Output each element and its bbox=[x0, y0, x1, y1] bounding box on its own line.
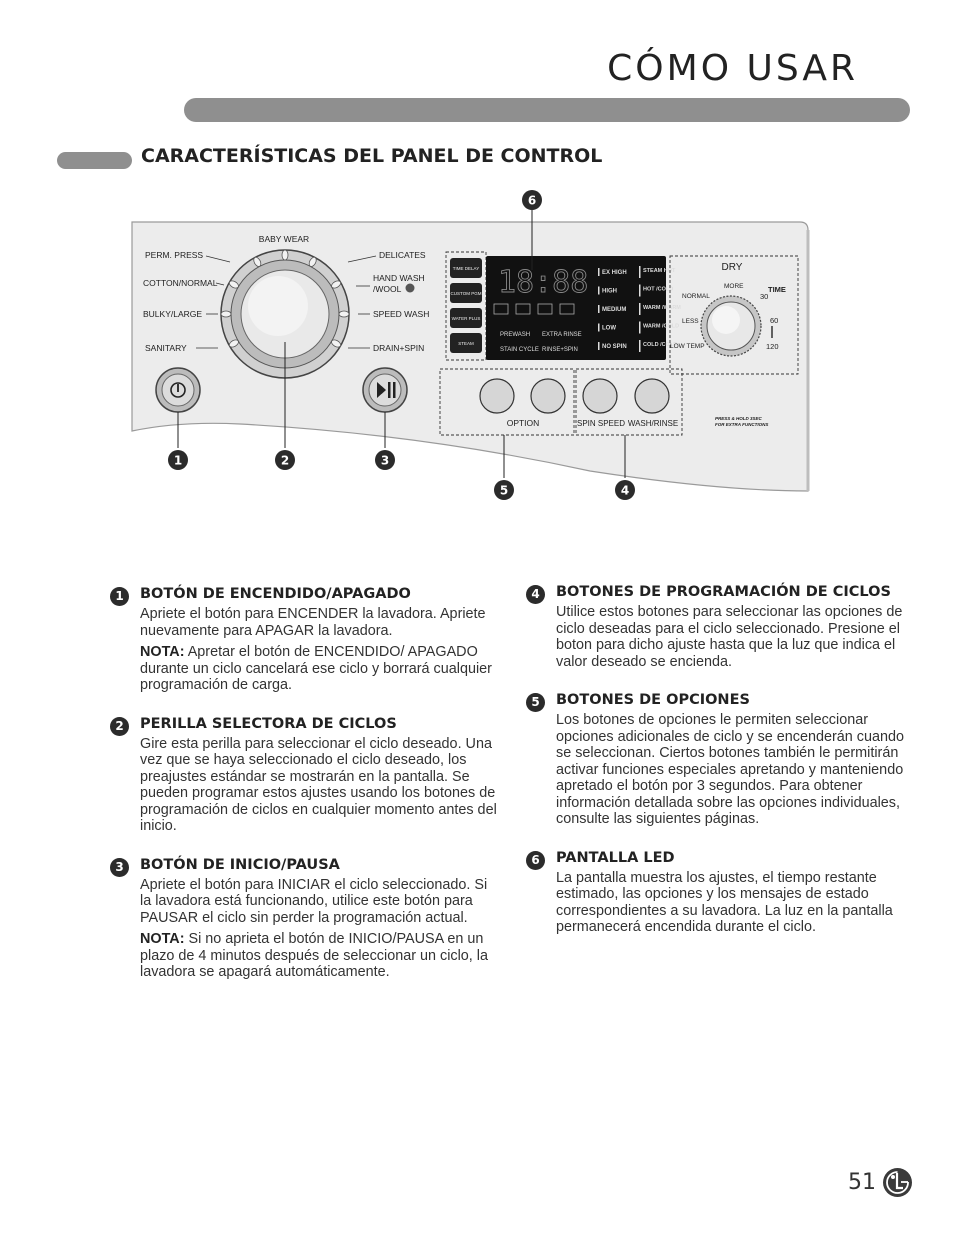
item-number: 4 bbox=[526, 585, 545, 604]
note-text: Si no aprieta el botón de INICIO/PAUSA en un plazo de 4 minutos después de seleccionar un ciclo, la lavadora se apagará automáticamente. bbox=[140, 931, 488, 980]
lg-logo-icon bbox=[882, 1167, 913, 1198]
cycle-label-perm-press: PERM. PRESS bbox=[145, 250, 204, 260]
display-prewash: PREWASH bbox=[500, 332, 531, 338]
item-led-display bbox=[526, 850, 906, 936]
option-label: OPTION bbox=[506, 418, 540, 428]
left-option-label: WATER PLUS bbox=[451, 316, 481, 321]
callout-badge bbox=[494, 480, 514, 500]
left-option-label: STEAM bbox=[458, 341, 474, 346]
item-power-button bbox=[110, 586, 500, 694]
cycle-label-speed-wash: SPEED WASH bbox=[373, 309, 430, 319]
start-pause-button[interactable] bbox=[363, 368, 407, 412]
item-title: BOTONES DE PROGRAMACIÓN DE CICLOS bbox=[556, 584, 891, 600]
display-spin-level: NO SPIN bbox=[602, 344, 627, 350]
item-title: BOTÓN DE ENCENDIDO/APAGADO bbox=[140, 586, 411, 602]
item-start-pause bbox=[110, 857, 500, 981]
item-text: Apriete el botón para INICIAR el ciclo seleccionado. Si la lavadora está funcionando, utilice este botón para PAUSAR el ciclo sin perder la programación actual. bbox=[140, 876, 488, 926]
cycle-label-baby-wear: BABY WEAR bbox=[258, 234, 310, 244]
display-temp-level: WARM /WARM bbox=[643, 305, 681, 311]
item-title: BOTONES DE OPCIONES bbox=[556, 692, 750, 708]
display-temp-level: WARM /COLD bbox=[643, 323, 680, 330]
callout-number: 1 bbox=[173, 453, 183, 468]
display-extra-rinse: EXTRA RINSE bbox=[542, 332, 582, 338]
dry-low-temp: LOW TEMP bbox=[670, 343, 705, 350]
cycle-label-sanitary: SANITARY bbox=[145, 343, 187, 353]
press-hold-note-1: PRESS & HOLD 3SEC bbox=[715, 416, 762, 421]
dry-more: MORE bbox=[724, 283, 744, 290]
callout-badge bbox=[168, 450, 188, 470]
dry-less: LESS bbox=[682, 318, 699, 325]
display-temp-level: COLD /COLD bbox=[643, 342, 678, 348]
callout-badge bbox=[275, 450, 295, 470]
cycle-label-hand-wash: HAND WASH bbox=[373, 273, 425, 283]
dry-120: 120 bbox=[766, 342, 779, 351]
item-number: 3 bbox=[110, 858, 129, 877]
cycle-indicator-light bbox=[339, 311, 349, 317]
section-title: CARACTERÍSTICAS DEL PANEL DE CONTROL bbox=[141, 145, 603, 167]
wash-rinse-label: WASH/RINSE bbox=[627, 419, 679, 428]
callout-number: 5 bbox=[499, 483, 509, 498]
item-number: 2 bbox=[110, 717, 129, 736]
item-text: Gire esta perilla para seleccionar el ciclo deseado. Una vez que se haya seleccionado el ciclo deseado, los preajustes estándar se mostrarán en la pantalla. Se pueden programar estos ajustes usando los botones de programación de ciclos en cualquier momento antes del inicio. bbox=[140, 735, 497, 834]
item-title: BOTÓN DE INICIO/PAUSA bbox=[140, 856, 340, 873]
item-note bbox=[140, 931, 500, 981]
callout-number: 4 bbox=[620, 483, 630, 498]
item-note bbox=[140, 644, 500, 694]
dry-time: TIME bbox=[768, 285, 786, 294]
cycle-label-delicates: DELICATES bbox=[379, 250, 426, 260]
item-number: 1 bbox=[110, 587, 129, 606]
right-column bbox=[526, 584, 906, 958]
callout-number: 6 bbox=[527, 193, 537, 208]
left-option-button[interactable] bbox=[450, 283, 482, 303]
display-spin-level: EX HIGH bbox=[602, 270, 627, 276]
display-spin-level: HIGH bbox=[602, 288, 617, 295]
item-text: Utilice estos botones para seleccionar las opciones de ciclo deseadas para el ciclo seleccionado. Presione el boton para dicho ajuste hasta que la luz que indica el valor deseado se encienda. bbox=[556, 604, 903, 670]
wash-rinse-button[interactable] bbox=[635, 379, 669, 413]
left-option-label: CUSTOM PGM bbox=[450, 291, 482, 296]
display-stain-cycle: STAIN CYCLE bbox=[500, 347, 539, 353]
dry-title: DRY bbox=[721, 262, 743, 273]
cycle-label-wool: /WOOL bbox=[373, 284, 402, 294]
header-bar bbox=[184, 98, 910, 122]
item-text: La pantalla muestra los ajustes, el tiempo restante estimado, las opciones y los mensajes de estado correspondientes a su lavadora. La luz en la pantalla permanecerá encendida durante el ciclo. bbox=[556, 869, 893, 935]
note-label: NOTA: bbox=[140, 931, 185, 947]
left-option-label: TIME DELAY bbox=[452, 266, 480, 271]
callout-badge bbox=[615, 480, 635, 500]
dry-knob[interactable] bbox=[701, 296, 761, 356]
spin-speed-button[interactable] bbox=[583, 379, 617, 413]
item-text: Los botones de opciones le permiten seleccionar opciones adicionales de ciclo y se encenderán cuando se seleccionan. Ciertos botones también le permitirán activar funciones especiales apretando y manteniendo apretado el botón por 3 segundos. Para obtener información detallada sobre las opciones individuales, consulte las siguientes páginas. bbox=[556, 712, 905, 827]
item-cycle-knob bbox=[110, 716, 500, 835]
callout-badge bbox=[522, 190, 542, 210]
left-column bbox=[110, 586, 500, 1003]
cycle-indicator-light bbox=[221, 311, 231, 317]
wool-icon bbox=[406, 284, 415, 293]
cycle-label-bulky-large: BULKY/LARGE bbox=[143, 309, 203, 319]
option-button-2[interactable] bbox=[531, 379, 565, 413]
left-option-button[interactable] bbox=[450, 308, 482, 328]
cycle-label-cotton-normal: COTTON/NORMAL bbox=[143, 278, 218, 288]
item-title: PANTALLA LED bbox=[556, 849, 675, 866]
callout-number: 2 bbox=[280, 453, 290, 468]
dry-60: 60 bbox=[770, 316, 779, 325]
cycle-label-drain-spin: DRAIN+SPIN bbox=[373, 343, 425, 353]
left-option-button[interactable] bbox=[450, 258, 482, 278]
callout-badge bbox=[375, 450, 395, 470]
section-pill bbox=[57, 152, 132, 169]
cycle-indicator-light bbox=[282, 250, 288, 260]
left-option-button[interactable] bbox=[450, 333, 482, 353]
item-option-buttons bbox=[526, 692, 906, 828]
page-number: 51 bbox=[848, 1170, 876, 1195]
display-spin-level: MEDIUM bbox=[602, 307, 627, 313]
spin-speed-label: SPIN SPEED bbox=[576, 419, 626, 428]
item-number: 5 bbox=[526, 693, 545, 712]
display-temp-level: STEAM HOT bbox=[643, 268, 676, 274]
item-cycle-programming bbox=[526, 584, 906, 670]
display-rinse-spin: RINSE+SPIN bbox=[542, 347, 578, 353]
dry-30: 30 bbox=[760, 292, 769, 301]
option-button-1[interactable] bbox=[480, 379, 514, 413]
led-digits: 18:88 bbox=[498, 265, 589, 300]
note-label: NOTA: bbox=[140, 644, 185, 660]
power-button[interactable] bbox=[156, 368, 200, 412]
item-number: 6 bbox=[526, 851, 545, 870]
dry-normal: NORMAL bbox=[682, 293, 710, 300]
page-title: CÓMO USAR bbox=[607, 48, 858, 89]
note-text: Apretar el botón de ENCENDIDO/ APAGADO durante un ciclo cancelará ese ciclo y borrará cualquier programación de carga. bbox=[140, 644, 492, 693]
control-panel-illustration bbox=[120, 186, 820, 516]
display-temp-level: HOT /COLD bbox=[643, 286, 674, 293]
display-spin-level: LOW bbox=[602, 325, 616, 332]
item-text: Apriete el botón para ENCENDER la lavadora. Apriete nuevamente para APAGAR la lavadora. bbox=[140, 606, 486, 639]
item-title: PERILLA SELECTORA DE CICLOS bbox=[140, 715, 397, 732]
press-hold-note-2: FOR EXTRA FUNCTIONS bbox=[715, 422, 769, 427]
callout-number: 3 bbox=[380, 453, 390, 468]
